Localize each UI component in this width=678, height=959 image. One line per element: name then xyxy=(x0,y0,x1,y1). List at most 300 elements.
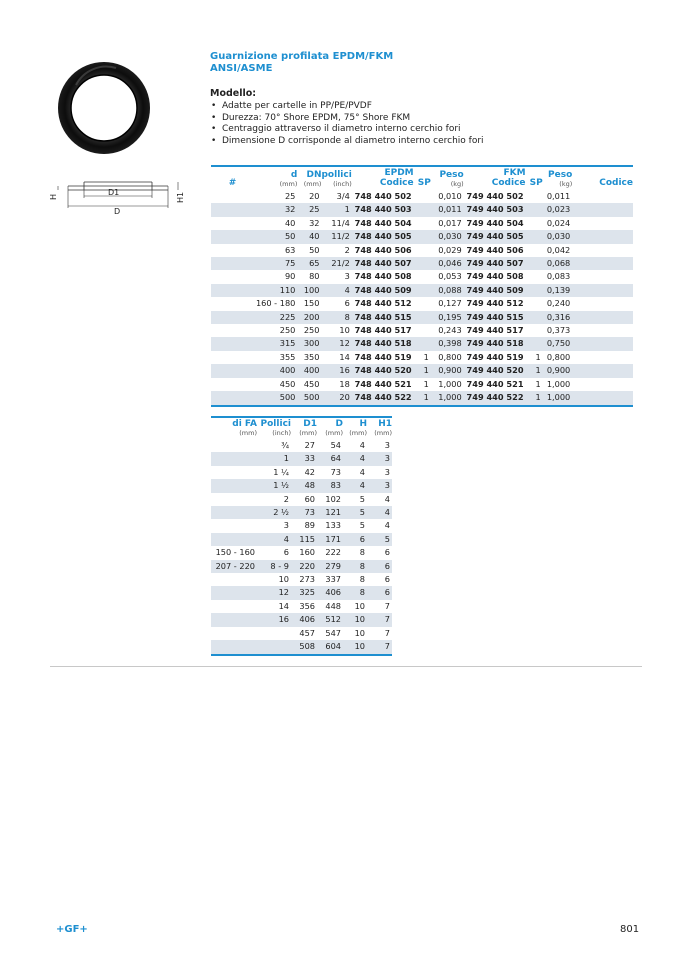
col-h: H (mm) xyxy=(343,417,367,439)
table-row xyxy=(211,337,633,350)
table-cell xyxy=(211,627,257,640)
table-row xyxy=(211,586,392,599)
table-cell xyxy=(211,452,257,465)
cell-hash xyxy=(211,391,254,405)
table-cell: 6 xyxy=(283,547,289,558)
label-h: H xyxy=(49,193,58,200)
table-cell: 83 xyxy=(317,479,343,492)
col-sp-epdm: SP xyxy=(414,166,431,190)
table-cell: 102 xyxy=(325,493,341,504)
table-cell xyxy=(257,640,291,654)
table-cell: 7 xyxy=(384,600,390,611)
table-cell: 0,083 xyxy=(546,271,571,282)
table-cell: 50 xyxy=(254,230,297,243)
table-row xyxy=(211,546,392,559)
table-cell: 4 xyxy=(359,440,365,450)
table-cell: 0,127 xyxy=(438,298,462,309)
table-cell xyxy=(414,230,431,243)
label-d: D xyxy=(114,207,121,216)
cell-hash xyxy=(211,217,254,230)
cell-hash xyxy=(211,324,254,337)
table-cell: 20 xyxy=(309,191,320,201)
table-cell: 3 xyxy=(344,271,350,282)
table-row xyxy=(211,270,633,283)
table-cell: ¾ xyxy=(281,440,289,450)
table-cell: 75 xyxy=(254,257,297,270)
table-cell: 7 xyxy=(367,613,392,626)
table-cell: 273 xyxy=(299,574,315,585)
cell-codice xyxy=(572,190,633,203)
table-cell: 150 - 160 xyxy=(215,547,255,558)
table-cell xyxy=(526,217,543,230)
table-cell: 3 xyxy=(367,479,392,492)
cell-codice xyxy=(572,311,633,324)
table-cell: 5 xyxy=(359,520,365,531)
table-row xyxy=(211,560,392,573)
table-cell: 64 xyxy=(317,452,343,465)
page-number: 801 xyxy=(620,924,640,935)
table-cell: 512 xyxy=(317,613,343,626)
table-row xyxy=(211,351,633,364)
table-row xyxy=(211,378,633,391)
table-cell: 4 xyxy=(359,466,365,477)
table-cell xyxy=(414,297,431,310)
dimension-sketch xyxy=(48,168,188,228)
table-cell: 0,800 xyxy=(438,351,462,362)
table-cell: 0,243 xyxy=(438,325,462,336)
feature-item: • Durezza: 70° Shore EPDM, 75° Shore FKM xyxy=(210,113,484,125)
table-cell xyxy=(211,533,257,546)
table-cell: 748 440 507 xyxy=(352,257,414,270)
table-row xyxy=(211,627,392,640)
table-cell xyxy=(414,270,431,283)
col-dn: DN (mm) xyxy=(297,166,321,190)
table-row xyxy=(211,203,633,216)
table-cell: 0,011 xyxy=(431,203,464,216)
table-cell: 0,900 xyxy=(431,364,464,377)
table-cell: 3/4 xyxy=(336,191,350,201)
table-row xyxy=(211,217,633,230)
table-cell: 749 440 505 xyxy=(464,230,526,243)
table-cell xyxy=(414,217,431,230)
table-cell: 25 xyxy=(284,191,296,201)
table-cell: 1,000 xyxy=(438,378,462,389)
table-cell xyxy=(211,479,257,492)
table-cell xyxy=(526,284,543,297)
table-cell: 115 xyxy=(291,533,317,546)
table-cell: 10 xyxy=(343,613,367,626)
table-cell: 547 xyxy=(325,627,341,638)
table-cell: 0,046 xyxy=(431,257,464,270)
table-cell: 500 xyxy=(254,391,297,405)
table-cell: 748 440 504 xyxy=(354,217,412,228)
table-cell: 4 xyxy=(367,506,392,519)
table-cell: 33 xyxy=(291,452,317,465)
col-difa: di FA (mm) xyxy=(211,417,257,439)
table-cell: 325 xyxy=(291,586,317,599)
table-cell: 1,000 xyxy=(543,391,573,405)
table-cell: 3 xyxy=(384,440,390,450)
table-cell xyxy=(526,270,543,283)
cell-codice xyxy=(572,324,633,337)
table-cell: 0,030 xyxy=(543,230,573,243)
cell-hash xyxy=(211,284,254,297)
table-row xyxy=(211,244,633,257)
table-cell: 133 xyxy=(325,520,341,531)
table-cell: 171 xyxy=(317,533,343,546)
table-cell: 450 xyxy=(303,378,320,389)
col-d1: D1 (mm) xyxy=(291,417,317,439)
table-cell: 457 xyxy=(299,627,315,638)
table-cell: 10 xyxy=(278,574,289,585)
table-row xyxy=(211,257,633,270)
table-cell: 6 xyxy=(367,560,392,573)
table-cell: 1 ¼ xyxy=(273,466,289,477)
table-cell: 65 xyxy=(297,257,321,270)
table-cell: 80 xyxy=(309,271,320,282)
table-cell: 73 xyxy=(330,466,341,477)
table-cell: 749 440 504 xyxy=(466,217,524,228)
table-row xyxy=(211,364,633,377)
table-cell: 4 xyxy=(343,479,367,492)
table-cell: 4 xyxy=(384,520,390,531)
table-cell: 1,000 xyxy=(546,378,571,389)
cell-hash xyxy=(211,190,254,203)
cell-codice xyxy=(572,351,633,364)
table-cell: 748 440 508 xyxy=(354,271,412,282)
table-cell: 1 xyxy=(414,364,431,377)
divider xyxy=(50,666,642,667)
table-row xyxy=(211,493,392,506)
table-cell: 54 xyxy=(330,440,341,450)
cell-codice xyxy=(572,217,633,230)
cell-hash xyxy=(211,244,254,257)
table-cell: 225 xyxy=(254,311,297,324)
table-cell: 4 xyxy=(343,452,367,465)
table-cell xyxy=(211,613,257,626)
table-cell: 350 xyxy=(303,351,320,362)
table-cell xyxy=(414,190,431,203)
table-cell: 89 xyxy=(304,520,315,531)
table-cell xyxy=(526,203,543,216)
table-cell: 63 xyxy=(284,244,296,255)
table-cell: 508 xyxy=(291,640,317,654)
table-cell: 11/2 xyxy=(321,230,351,243)
table-cell: 748 440 512 xyxy=(354,298,412,309)
table-cell: 150 xyxy=(303,298,320,309)
table-cell: 7 xyxy=(367,640,392,654)
table-cell: 748 440 515 xyxy=(352,311,414,324)
table-row xyxy=(211,230,633,243)
table-cell: 337 xyxy=(325,574,341,585)
table-cell: 0,024 xyxy=(546,217,571,228)
table-cell: 207 - 220 xyxy=(211,560,257,573)
table-cell: 748 440 521 xyxy=(354,378,412,389)
table-cell: 1 xyxy=(526,391,543,405)
table-cell: 500 xyxy=(297,391,321,405)
table-row xyxy=(211,506,392,519)
table-cell: 1 xyxy=(321,203,351,216)
col-fkm: FKM Codice xyxy=(464,166,526,190)
table-cell xyxy=(526,190,543,203)
table-cell: 748 440 519 xyxy=(354,351,412,362)
table-cell: 0,316 xyxy=(543,311,573,324)
feature-list xyxy=(210,101,484,147)
feature-item: • Dimensione D corrisponde al diametro interno cerchio fori xyxy=(210,136,484,148)
table-cell xyxy=(414,284,431,297)
cell-codice xyxy=(572,257,633,270)
table-cell: 748 440 505 xyxy=(352,230,414,243)
table-cell: 5 xyxy=(367,533,392,546)
table-cell: 8 xyxy=(321,311,351,324)
table-cell: 0,010 xyxy=(438,191,462,201)
table-cell: 250 xyxy=(279,325,296,336)
table-cell: 3 xyxy=(367,452,392,465)
table-cell: 220 xyxy=(291,560,317,573)
col-d: d (mm) xyxy=(254,166,297,190)
cell-codice xyxy=(572,391,633,405)
table-cell: 3 xyxy=(283,520,289,531)
table-cell: 14 xyxy=(339,351,350,362)
dimension-table xyxy=(211,416,392,656)
table-cell: 355 xyxy=(279,351,296,362)
table-cell: 200 xyxy=(297,311,321,324)
table-cell: 448 xyxy=(325,600,341,611)
table-cell: 749 440 518 xyxy=(464,337,526,350)
table-cell: 749 440 521 xyxy=(466,378,524,389)
table-cell: 748 440 502 xyxy=(354,191,412,201)
table-cell: 300 xyxy=(297,337,321,350)
table-row xyxy=(211,190,633,203)
table-cell: 6 xyxy=(384,547,390,558)
table-cell: 16 xyxy=(257,613,291,626)
table-cell: 8 - 9 xyxy=(257,560,291,573)
table-cell: 356 xyxy=(299,600,315,611)
table-cell: 0,750 xyxy=(543,337,573,350)
table-cell: 0,900 xyxy=(543,364,573,377)
table-cell xyxy=(211,493,257,506)
table-row xyxy=(211,284,633,297)
label-d1: D1 xyxy=(108,188,120,197)
table-cell: 73 xyxy=(291,506,317,519)
table-cell: 6 xyxy=(344,298,350,309)
table-cell xyxy=(526,311,543,324)
table-cell: 1 xyxy=(535,378,541,389)
table-cell: 110 xyxy=(254,284,297,297)
cell-hash xyxy=(211,270,254,283)
table-cell: 6 xyxy=(343,533,367,546)
table-cell: 1 xyxy=(526,364,543,377)
table-cell: 12 xyxy=(321,337,351,350)
table-row xyxy=(211,466,392,479)
table-cell: 406 xyxy=(291,613,317,626)
table-row xyxy=(211,573,392,586)
table-cell: 0,068 xyxy=(543,257,573,270)
table-cell: 0,398 xyxy=(431,337,464,350)
table-cell: 7 xyxy=(384,627,390,638)
table-row xyxy=(211,613,392,626)
table-cell: 14 xyxy=(278,600,289,611)
feature-item: • Centraggio attraverso il diametro interno cerchio fori xyxy=(210,124,484,136)
table-cell xyxy=(211,586,257,599)
cell-hash xyxy=(211,203,254,216)
table-row xyxy=(211,311,633,324)
table-cell: 2 xyxy=(283,493,289,504)
table-cell: 749 440 512 xyxy=(466,298,524,309)
table-cell: 1,000 xyxy=(431,391,464,405)
title-line-2: ANSI/ASME xyxy=(210,63,273,74)
table-cell: 1 xyxy=(423,378,429,389)
cell-hash xyxy=(211,337,254,350)
table-cell: 222 xyxy=(325,547,341,558)
table-cell xyxy=(414,244,431,257)
product-code-table xyxy=(211,165,633,407)
table-cell: 749 440 509 xyxy=(464,284,526,297)
table-cell: 748 440 518 xyxy=(352,337,414,350)
table-cell: 4 xyxy=(384,493,390,504)
table-cell: 60 xyxy=(304,493,315,504)
table-cell: 450 xyxy=(279,378,296,389)
table-cell: 749 440 506 xyxy=(466,244,524,255)
table-cell: 40 xyxy=(297,230,321,243)
cell-codice xyxy=(572,378,633,391)
table-cell: 1 xyxy=(257,452,291,465)
cell-hash xyxy=(211,230,254,243)
table-cell: 749 440 520 xyxy=(464,364,526,377)
table-cell xyxy=(211,573,257,586)
table-cell: 27 xyxy=(304,440,315,450)
table-cell: 406 xyxy=(317,586,343,599)
table-cell xyxy=(211,640,257,654)
table-row xyxy=(211,452,392,465)
table-cell xyxy=(526,337,543,350)
cell-codice xyxy=(572,244,633,257)
table-cell xyxy=(526,257,543,270)
table-cell: 279 xyxy=(317,560,343,573)
table-cell: 0,240 xyxy=(546,298,571,309)
table-row xyxy=(211,439,392,452)
table-cell: 8 xyxy=(343,560,367,573)
table-cell: 32 xyxy=(309,217,320,228)
col-peso-fkm: Peso (kg) xyxy=(543,166,573,190)
table-cell: 0,029 xyxy=(438,244,462,255)
table-cell: 0,800 xyxy=(546,351,571,362)
cell-codice xyxy=(572,230,633,243)
col-d: D (mm) xyxy=(317,417,343,439)
table-row xyxy=(211,600,392,613)
table-cell: 749 440 507 xyxy=(464,257,526,270)
table-cell xyxy=(414,324,431,337)
cell-hash xyxy=(211,378,254,391)
table-cell: 0,195 xyxy=(431,311,464,324)
table-cell xyxy=(414,337,431,350)
table-cell: 8 xyxy=(343,586,367,599)
table-cell: 1 ½ xyxy=(257,479,291,492)
table-cell: 11/4 xyxy=(331,217,350,228)
table-cell xyxy=(211,519,257,532)
table-cell xyxy=(211,466,257,479)
table-cell: 0,042 xyxy=(546,244,571,255)
feature-item: • Adatte per cartelle in PP/PE/PVDF xyxy=(210,101,484,113)
table-cell: 0,139 xyxy=(543,284,573,297)
table-cell xyxy=(414,257,431,270)
table-cell: 315 xyxy=(254,337,297,350)
table-cell xyxy=(211,439,257,452)
cell-codice xyxy=(572,203,633,216)
table-cell: 42 xyxy=(304,466,315,477)
gasket-ring-image xyxy=(56,60,152,156)
cell-hash xyxy=(211,297,254,310)
table-cell: 748 440 509 xyxy=(352,284,414,297)
table-cell: 10 xyxy=(343,640,367,654)
table-cell: 0,023 xyxy=(543,203,573,216)
table-cell: 40 xyxy=(284,217,296,228)
table-cell: 0,017 xyxy=(438,217,462,228)
table-cell: 160 xyxy=(299,547,315,558)
table-row xyxy=(211,519,392,532)
table-cell: 5 xyxy=(343,506,367,519)
table-cell xyxy=(526,324,543,337)
table-cell: 1 xyxy=(423,351,429,362)
table-row xyxy=(211,324,633,337)
table-cell xyxy=(211,506,257,519)
table-cell: 2 ½ xyxy=(257,506,291,519)
col-hash: # xyxy=(211,166,254,190)
table-cell: 0,030 xyxy=(431,230,464,243)
table-cell: 749 440 503 xyxy=(464,203,526,216)
table-cell xyxy=(526,297,543,310)
model-label: Modello: xyxy=(210,88,257,99)
table-cell: 1 xyxy=(414,391,431,405)
table-cell xyxy=(414,311,431,324)
table-row xyxy=(211,479,392,492)
table-row xyxy=(211,297,633,310)
table-cell: 5 xyxy=(359,493,365,504)
table-cell: 749 440 519 xyxy=(466,351,524,362)
col-epdm: EPDM Codice xyxy=(352,166,414,190)
table-cell: 400 xyxy=(297,364,321,377)
table-cell: 400 xyxy=(254,364,297,377)
table-cell: 2 xyxy=(344,244,350,255)
col-peso-epdm: Peso (kg) xyxy=(431,166,464,190)
cell-codice xyxy=(572,284,633,297)
table-cell: 8 xyxy=(359,547,365,558)
table-cell: 0,373 xyxy=(546,325,571,336)
table-cell: 4 xyxy=(321,284,351,297)
table-cell: 48 xyxy=(291,479,317,492)
table-cell: 12 xyxy=(257,586,291,599)
table-cell xyxy=(257,627,291,640)
table-cell: 748 440 506 xyxy=(354,244,412,255)
table-cell: 748 440 517 xyxy=(354,325,412,336)
product-title xyxy=(210,51,393,75)
cell-codice xyxy=(572,270,633,283)
table-cell: 8 xyxy=(359,574,365,585)
table-cell: 10 xyxy=(339,325,350,336)
label-h1: H1 xyxy=(176,191,185,203)
table-cell: 748 440 520 xyxy=(352,364,414,377)
table-cell: 50 xyxy=(309,244,320,255)
table-cell xyxy=(526,230,543,243)
table-cell: 749 440 508 xyxy=(466,271,524,282)
table-row xyxy=(211,533,392,546)
table-cell: 748 440 522 xyxy=(352,391,414,405)
cell-hash xyxy=(211,311,254,324)
table-cell: 604 xyxy=(317,640,343,654)
cell-codice xyxy=(572,364,633,377)
table-cell xyxy=(211,600,257,613)
table-cell: 16 xyxy=(321,364,351,377)
